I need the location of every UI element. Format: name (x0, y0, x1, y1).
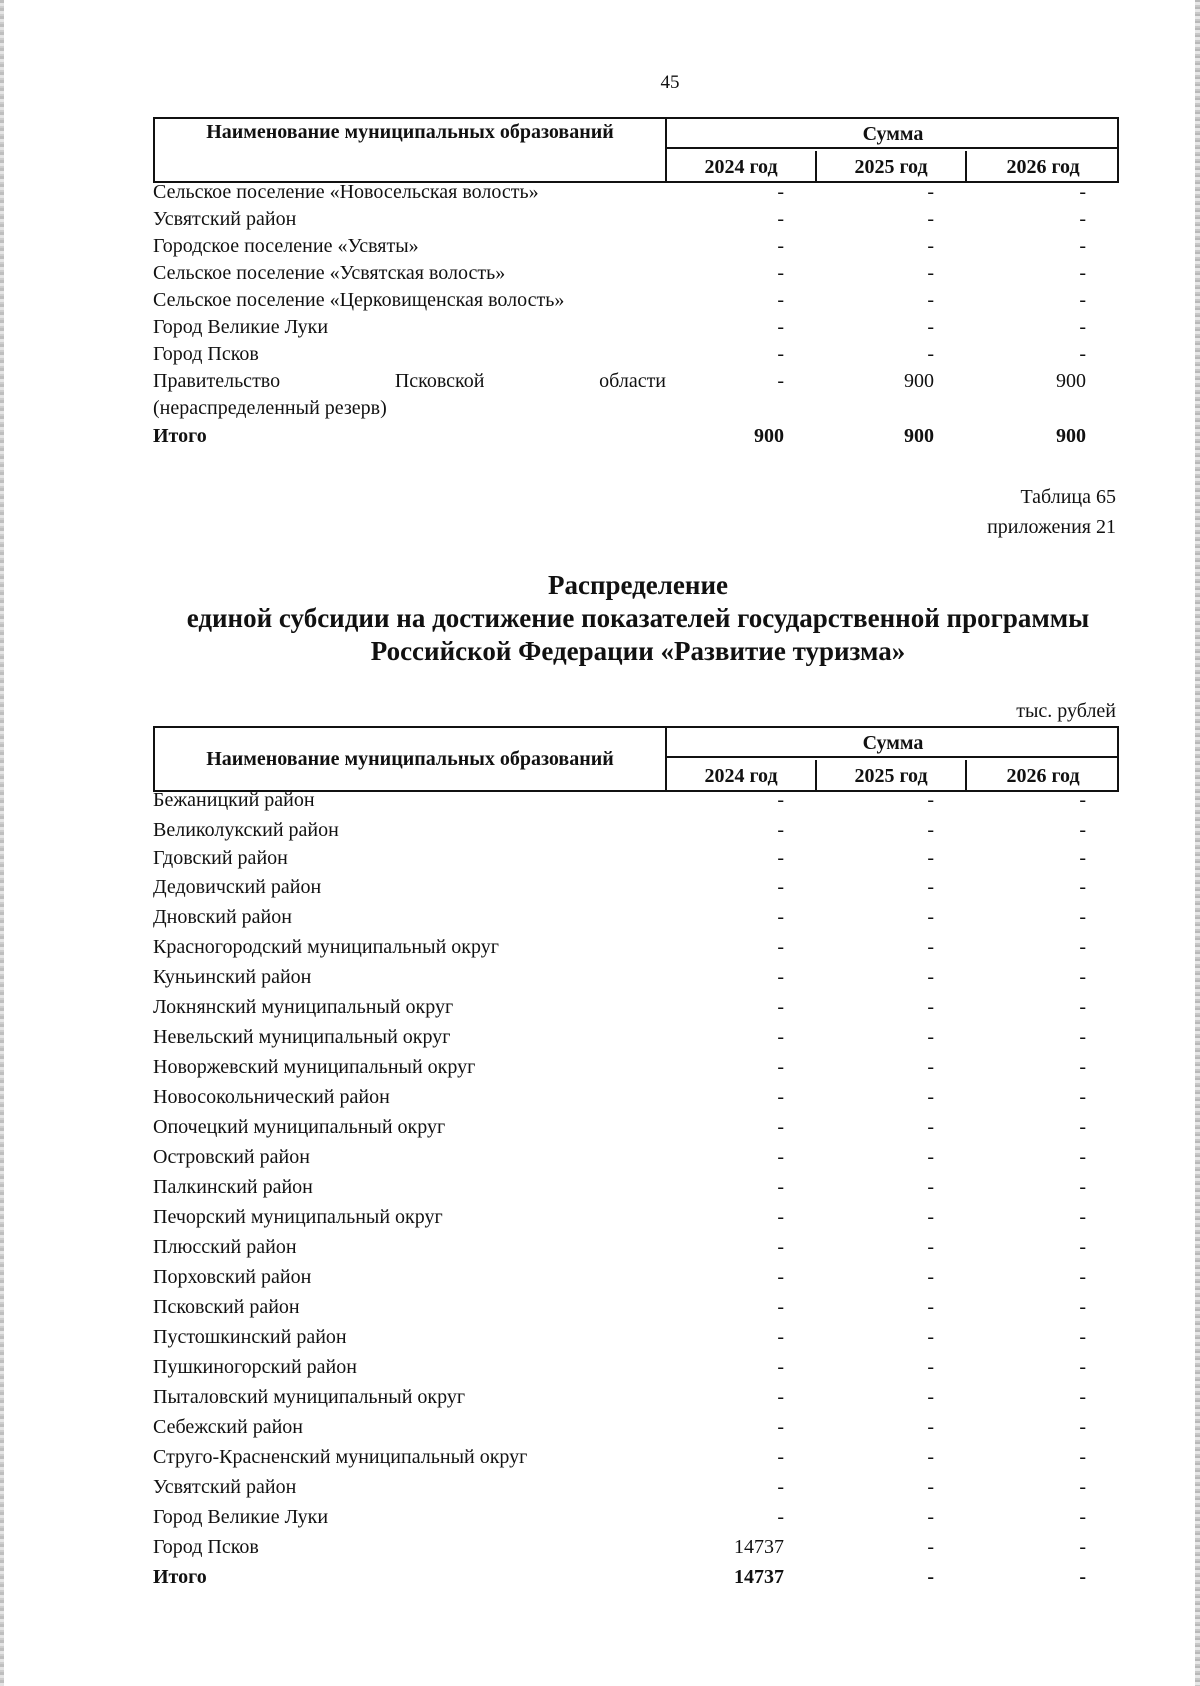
cell-2024: - (777, 289, 784, 311)
row-label: Пыталовский муниципальный округ (153, 1386, 466, 1408)
cell-2026: - (1079, 1506, 1086, 1528)
cell-2025: - (927, 1386, 934, 1408)
row-label: Новосокольнический район (153, 1086, 390, 1108)
page-number-text: 45 (660, 72, 680, 93)
table-row (153, 1236, 1119, 1266)
cell-2026: - (1079, 1086, 1086, 1108)
table-row (153, 846, 1119, 876)
cell-2025: - (927, 1446, 934, 1468)
cell-2024: - (777, 847, 784, 869)
cell-2024: - (777, 876, 784, 898)
table-row (153, 789, 1119, 816)
total-2024: 900 (754, 425, 784, 447)
cell-2026: - (1079, 1296, 1086, 1318)
cell-2026: - (1079, 235, 1086, 257)
table-row (153, 906, 1119, 936)
caption-line2: приложения 21 (987, 516, 1116, 538)
cell-2025: 900 (904, 370, 934, 392)
table-row (153, 1056, 1119, 1086)
table1-header-name-text: Наименование муниципальных образований (206, 121, 614, 143)
cell-2026: - (1079, 936, 1086, 958)
total-2026: - (1079, 1566, 1086, 1588)
table1-body (153, 181, 1119, 452)
cell-2024: - (777, 181, 784, 203)
table-row (153, 816, 1119, 846)
total-label: Итого (153, 425, 207, 447)
table2-body (153, 789, 1119, 1596)
row-label: Пустошкинский район (153, 1326, 347, 1348)
table-row (153, 1326, 1119, 1356)
table-row (153, 1206, 1119, 1236)
row-label: Палкинский район (153, 1176, 313, 1198)
cell-2024: - (777, 1266, 784, 1288)
cell-2024: - (777, 1146, 784, 1168)
cell-2025: - (927, 181, 934, 203)
cell-2025: - (927, 1116, 934, 1138)
table-row (153, 1176, 1119, 1206)
cell-2024: - (777, 996, 784, 1018)
cell-2026: - (1079, 1536, 1086, 1558)
cell-2025: - (927, 1326, 934, 1348)
cell-2025: - (927, 1476, 934, 1498)
cell-2026: - (1079, 1386, 1086, 1408)
table1-header-name (155, 119, 667, 181)
table-row (153, 1026, 1119, 1056)
document-title (150, 569, 1126, 668)
row-label: Город Великие Луки (153, 316, 329, 338)
total-2025: - (927, 1566, 934, 1588)
row-label: Порховский район (153, 1266, 312, 1288)
cell-2024: - (777, 789, 784, 811)
cell-2024: - (777, 966, 784, 988)
cell-2024: - (777, 262, 784, 284)
table-row (153, 966, 1119, 996)
table-row (153, 1446, 1119, 1476)
title-line1: Распределение (547, 570, 729, 600)
cell-2026: - (1079, 1056, 1086, 1078)
cell-2025: - (927, 996, 934, 1018)
cell-2024: - (777, 1116, 784, 1138)
row-label: Плюсский район (153, 1236, 297, 1258)
table-row (153, 996, 1119, 1026)
table-row (153, 208, 1119, 235)
cell-2025: - (927, 1086, 934, 1108)
cell-2025: - (927, 876, 934, 898)
cell-2026: - (1079, 789, 1086, 811)
cell-2026: - (1079, 1206, 1086, 1228)
row-label: Городское поселение «Усвяты» (153, 235, 419, 257)
cell-2026: - (1079, 1326, 1086, 1348)
cell-2025: - (927, 1506, 934, 1528)
title-line3: Российской Федерации «Развитие туризма» (370, 636, 906, 666)
cell-2024: 14737 (734, 1536, 784, 1558)
table-row (153, 1416, 1119, 1446)
table-row-total (153, 1566, 1119, 1596)
cell-2026: - (1079, 819, 1086, 841)
cell-2024: - (777, 1236, 784, 1258)
table-row (153, 1506, 1119, 1536)
cell-2025: - (927, 1146, 934, 1168)
row-label: Город Псков (153, 1536, 259, 1558)
cell-2026: - (1079, 1176, 1086, 1198)
table2-header-name (155, 728, 667, 790)
row-label: Усвятский район (153, 208, 297, 230)
cell-2024: - (777, 1026, 784, 1048)
table-row (153, 1536, 1119, 1566)
cell-2026: - (1079, 966, 1086, 988)
cell-2025: - (927, 262, 934, 284)
cell-2026: - (1079, 289, 1086, 311)
caption-line1: Таблица 65 (1020, 486, 1116, 508)
cell-2025: - (927, 235, 934, 257)
row-label: Сельское поселение «Новосельская волость» (153, 181, 539, 203)
row-label: Великолукский район (153, 819, 339, 841)
cell-2025: - (927, 966, 934, 988)
row-label: Опочецкий муниципальный округ (153, 1116, 446, 1138)
cell-2024: - (777, 819, 784, 841)
cell-2025: - (927, 1266, 934, 1288)
cell-2025: - (927, 936, 934, 958)
table-caption (987, 482, 1116, 542)
total-2025: 900 (904, 425, 934, 447)
table-row (153, 1146, 1119, 1176)
row-label: Гдовский район (153, 847, 288, 869)
cell-2026: - (1079, 1116, 1086, 1138)
table-row (153, 289, 1119, 316)
row-label: Струго-Красненский муниципальный округ (153, 1446, 528, 1468)
cell-2024: - (777, 1086, 784, 1108)
cell-2025: - (927, 789, 934, 811)
cell-2025: - (927, 1416, 934, 1438)
table-row-total (153, 425, 1119, 452)
table-row (153, 1476, 1119, 1506)
cell-2026: - (1079, 343, 1086, 365)
table-row (153, 235, 1119, 262)
cell-2024: - (777, 1296, 784, 1318)
table2-header-sum: Сумма (667, 728, 1119, 758)
cell-2025: - (927, 1356, 934, 1378)
title-line2: единой субсидии на достижение показателей государственной программы (186, 603, 1090, 633)
reserve-label-line2: (нераспределенный резерв) (153, 397, 387, 419)
cell-2025: - (927, 1206, 934, 1228)
table1-header-sum: Сумма (667, 119, 1119, 149)
cell-2026: - (1079, 316, 1086, 338)
table-row (153, 936, 1119, 966)
total-2024: 14737 (734, 1566, 784, 1588)
total-label: Итого (153, 1566, 207, 1588)
table-row (153, 876, 1119, 906)
table-row (153, 1086, 1119, 1116)
row-label: Сельское поселение «Церковищенская волость» (153, 289, 565, 311)
cell-2025: - (927, 819, 934, 841)
table2-header-year-2024: 2024 год (667, 760, 817, 790)
row-label: Город Великие Луки (153, 1506, 329, 1528)
cell-2024: - (777, 1206, 784, 1228)
cell-2026: - (1079, 1236, 1086, 1258)
cell-2025: - (927, 1536, 934, 1558)
cell-2026: - (1079, 262, 1086, 284)
row-label: Новоржевский муниципальный округ (153, 1056, 476, 1078)
cell-2026: - (1079, 1446, 1086, 1468)
table-row (153, 1386, 1119, 1416)
table-row (153, 1296, 1119, 1326)
cell-2026: - (1079, 996, 1086, 1018)
cell-2026: - (1079, 181, 1086, 203)
cell-2025: - (927, 1296, 934, 1318)
scan-edge-right (1195, 0, 1200, 1686)
cell-2024: - (777, 1386, 784, 1408)
row-label: Красногородский муниципальный округ (153, 936, 499, 958)
cell-2025: - (927, 847, 934, 869)
cell-2024: - (777, 1056, 784, 1078)
row-label: Город Псков (153, 343, 259, 365)
row-label: Куньинский район (153, 966, 312, 988)
row-label: Усвятский район (153, 1476, 297, 1498)
table-row (153, 1266, 1119, 1296)
row-label: Дедовичский район (153, 876, 322, 898)
row-label: Печорский муниципальный округ (153, 1206, 443, 1228)
table1-header-year-2026: 2026 год (1006, 156, 1080, 178)
row-label: Дновский район (153, 906, 292, 928)
table2-header (153, 726, 1119, 792)
units-label: тыс. рублей (1016, 700, 1116, 722)
cell-2024: - (777, 235, 784, 257)
row-label: Островский район (153, 1146, 310, 1168)
page-number (0, 72, 1200, 94)
cell-2026: - (1079, 1146, 1086, 1168)
cell-2026: 900 (1056, 370, 1086, 392)
cell-2025: - (927, 316, 934, 338)
row-label: Локнянский муниципальный округ (153, 996, 454, 1018)
reserve-word-3: области (599, 370, 667, 392)
table1-header-year-2024: 2024 год (667, 151, 817, 181)
cell-2024: - (777, 1446, 784, 1468)
table2-header-year-2026: 2026 год (1006, 765, 1080, 787)
cell-2024: - (777, 1356, 784, 1378)
cell-2024: - (777, 1176, 784, 1198)
table-row (153, 262, 1119, 289)
cell-2024: - (777, 316, 784, 338)
reserve-word-2: Псковской (394, 370, 485, 392)
table-row-reserve (153, 370, 1119, 424)
table-row (153, 181, 1119, 208)
cell-2025: - (927, 1056, 934, 1078)
cell-2026: - (1079, 208, 1086, 230)
row-label: Бежаницкий район (153, 789, 315, 811)
cell-2024: - (777, 370, 784, 392)
table-row (153, 316, 1119, 343)
cell-2026: - (1079, 1416, 1086, 1438)
row-label: Невельский муниципальный округ (153, 1026, 451, 1048)
cell-2024: - (777, 1506, 784, 1528)
table-row (153, 1116, 1119, 1146)
row-label: Себежский район (153, 1416, 303, 1438)
cell-2026: - (1079, 1266, 1086, 1288)
cell-2026: - (1079, 847, 1086, 869)
cell-2025: - (927, 906, 934, 928)
table-row (153, 343, 1119, 370)
cell-2024: - (777, 1416, 784, 1438)
cell-2024: - (777, 1326, 784, 1348)
reserve-label-line1 (153, 370, 666, 393)
table1-header-year-2025: 2025 год (817, 151, 967, 181)
cell-2026: - (1079, 1476, 1086, 1498)
cell-2024: - (777, 936, 784, 958)
cell-2025: - (927, 1176, 934, 1198)
row-label: Пушкиногорский район (153, 1356, 357, 1378)
table-row (153, 1356, 1119, 1386)
cell-2025: - (927, 289, 934, 311)
total-2026: 900 (1056, 425, 1086, 447)
row-label: Сельское поселение «Усвятская волость» (153, 262, 506, 284)
table2-header-year-2025: 2025 год (817, 760, 967, 790)
table2-header-name-text: Наименование муниципальных образований (206, 747, 614, 770)
reserve-word-1: Правительство (153, 370, 281, 392)
cell-2024: - (777, 906, 784, 928)
cell-2026: - (1079, 1356, 1086, 1378)
cell-2025: - (927, 343, 934, 365)
table1-header (153, 117, 1119, 183)
row-label: Псковский район (153, 1296, 300, 1318)
cell-2026: - (1079, 906, 1086, 928)
cell-2026: - (1079, 876, 1086, 898)
cell-2024: - (777, 1476, 784, 1498)
cell-2025: - (927, 1236, 934, 1258)
cell-2024: - (777, 343, 784, 365)
cell-2026: - (1079, 1026, 1086, 1048)
cell-2025: - (927, 208, 934, 230)
cell-2025: - (927, 1026, 934, 1048)
scan-edge-left (0, 0, 4, 1686)
cell-2024: - (777, 208, 784, 230)
